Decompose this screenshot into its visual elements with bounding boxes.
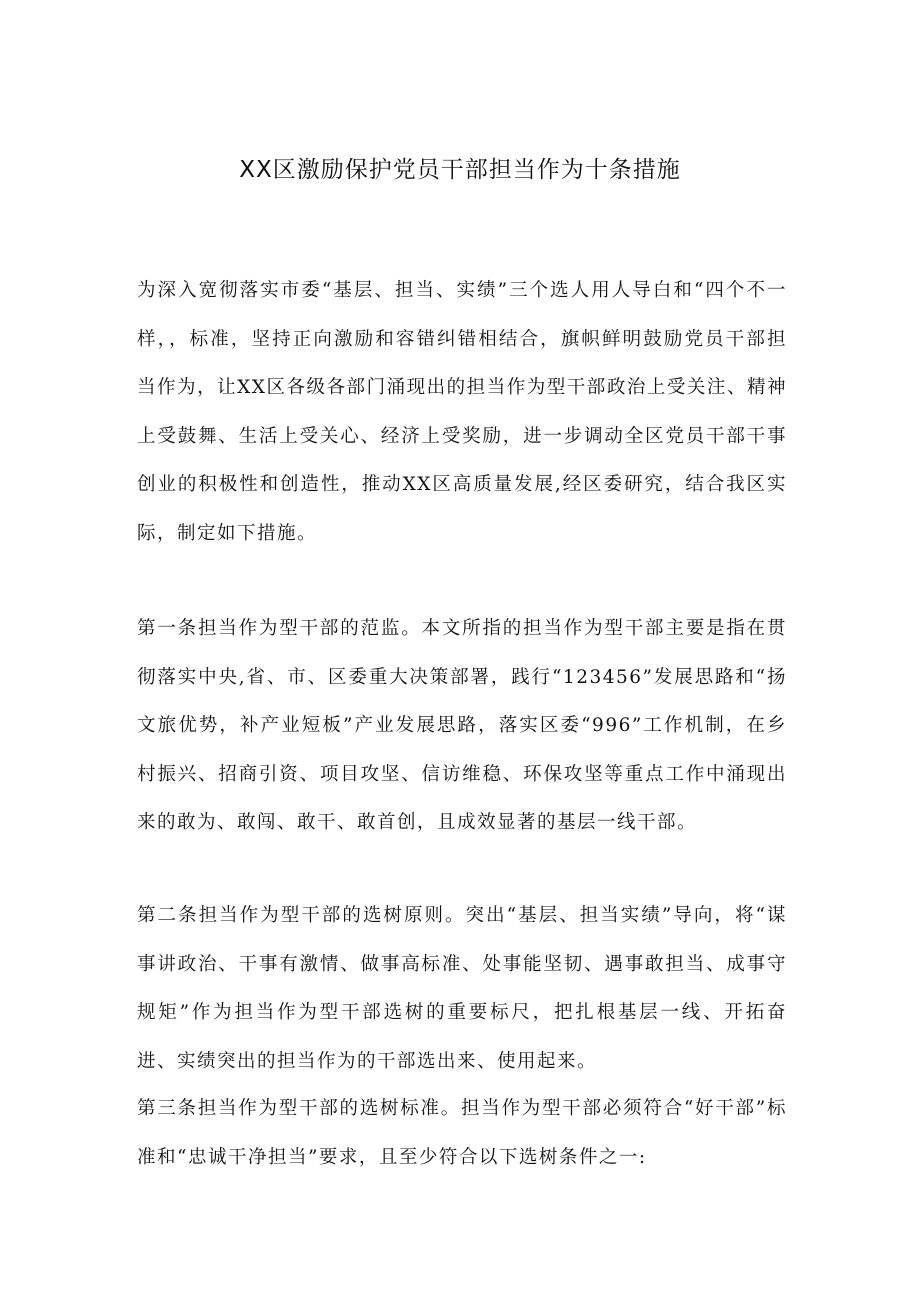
paragraph-article-2: 第二条担当作为型干部的选树原则。突出“基层、担当实绩”导向，将“谋事讲政治、干事有激情、做事高标准、处事能坚韧、遇事敢担当、成事守规矩”作为担当作为型干部选树的重要标尺，把扎根基层一线、开拓奋进、实绩突出的担当作为的干部选出来、使用起来。: [137, 905, 787, 1072]
paragraph-article-1: 第一条担当作为型干部的范监。本文所指的担当作为型干部主要是指在贯彻落实中央,省、市、区委重大决策部署，践行“123456”发展思路和“扬文旅优势，补产业短板”产业发展思路，落实区委“996”工作机制，在乡村振兴、招商引资、项目攻坚、信访维稳、环保攻坚等重点工作中涌现出来的敢为、敢闯、敢干、敢首创，且成效显著的基层一线干部。: [137, 618, 787, 833]
paragraph-intro: 为深入宽彻落实市委“基层、担当、实绩”三个选人用人导白和“四个不一样，，标准，坚持正向激励和容错纠错相结合，旗帜鲜明鼓励党员干部担当作为，让XX区各级各部门涌现出的担当作为型干部政治上受关注、精神上受鼓舞、生活上受关心、经济上受奖励，进一步调动全区党员干部干事创业的积极性和创造性，推动XX区高质量发展,经区委研究，结合我区实际，制定如下措施。: [137, 280, 787, 544]
paragraph-article-3: 第三条担当作为型干部的选树标准。担当作为型干部必须符合“好干部”标准和“忠诚干净担当”要求，且至少符合以下选树条件之一:: [137, 1098, 787, 1168]
document-title: XX区激励保护党员干部担当作为十条措施: [239, 157, 681, 183]
